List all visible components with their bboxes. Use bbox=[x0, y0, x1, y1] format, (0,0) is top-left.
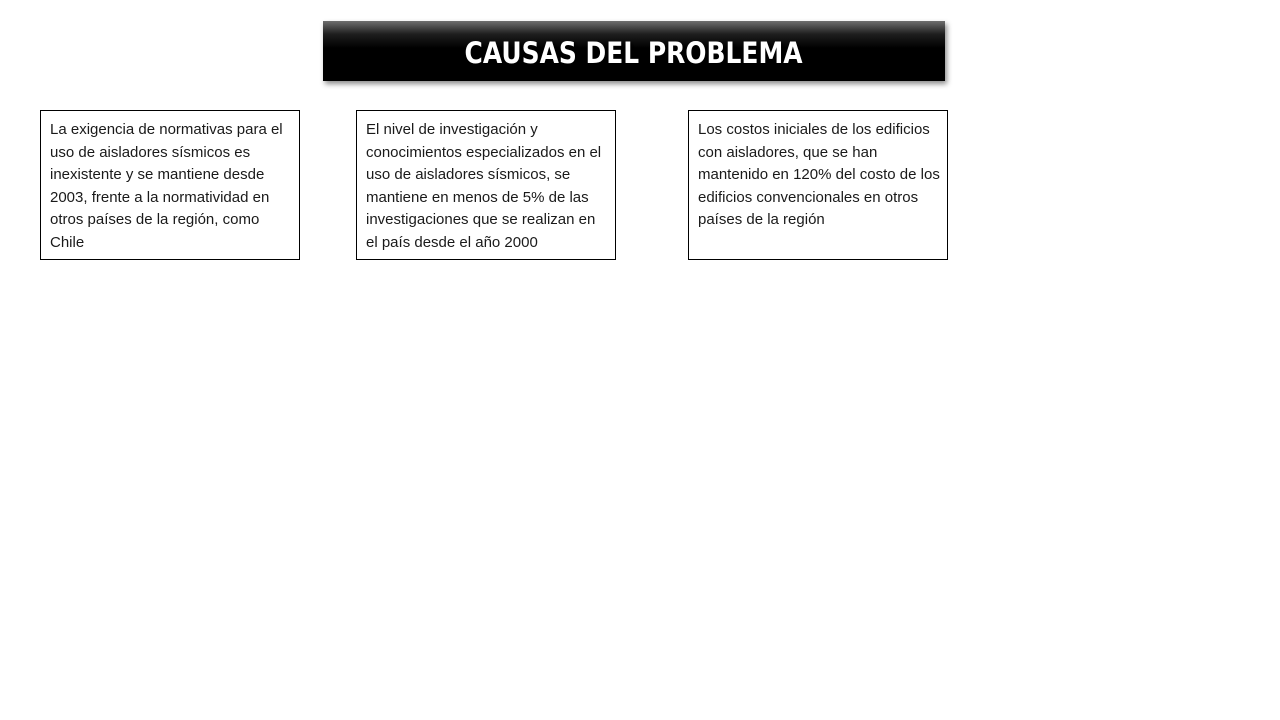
page-title: CAUSAS DEL PROBLEMA bbox=[464, 35, 804, 70]
title-banner bbox=[323, 21, 945, 81]
cause-box-investigacion: El nivel de investigación y conocimientos especializados en el uso de aisladores sísmicos, se mantiene en menos de 5% de las investigaciones que se realizan en el país desde el año 2000 bbox=[356, 110, 616, 260]
cause-box-normativas: La exigencia de normativas para el uso de aisladores sísmicos es inexistente y se mantiene desde 2003, frente a la normatividad en otros países de la región, como Chile bbox=[40, 110, 300, 260]
cause-box-costos: Los costos iniciales de los edificios con aisladores, que se han mantenido en 120% del costo de los edificios convencionales en otros países de la región bbox=[688, 110, 948, 260]
